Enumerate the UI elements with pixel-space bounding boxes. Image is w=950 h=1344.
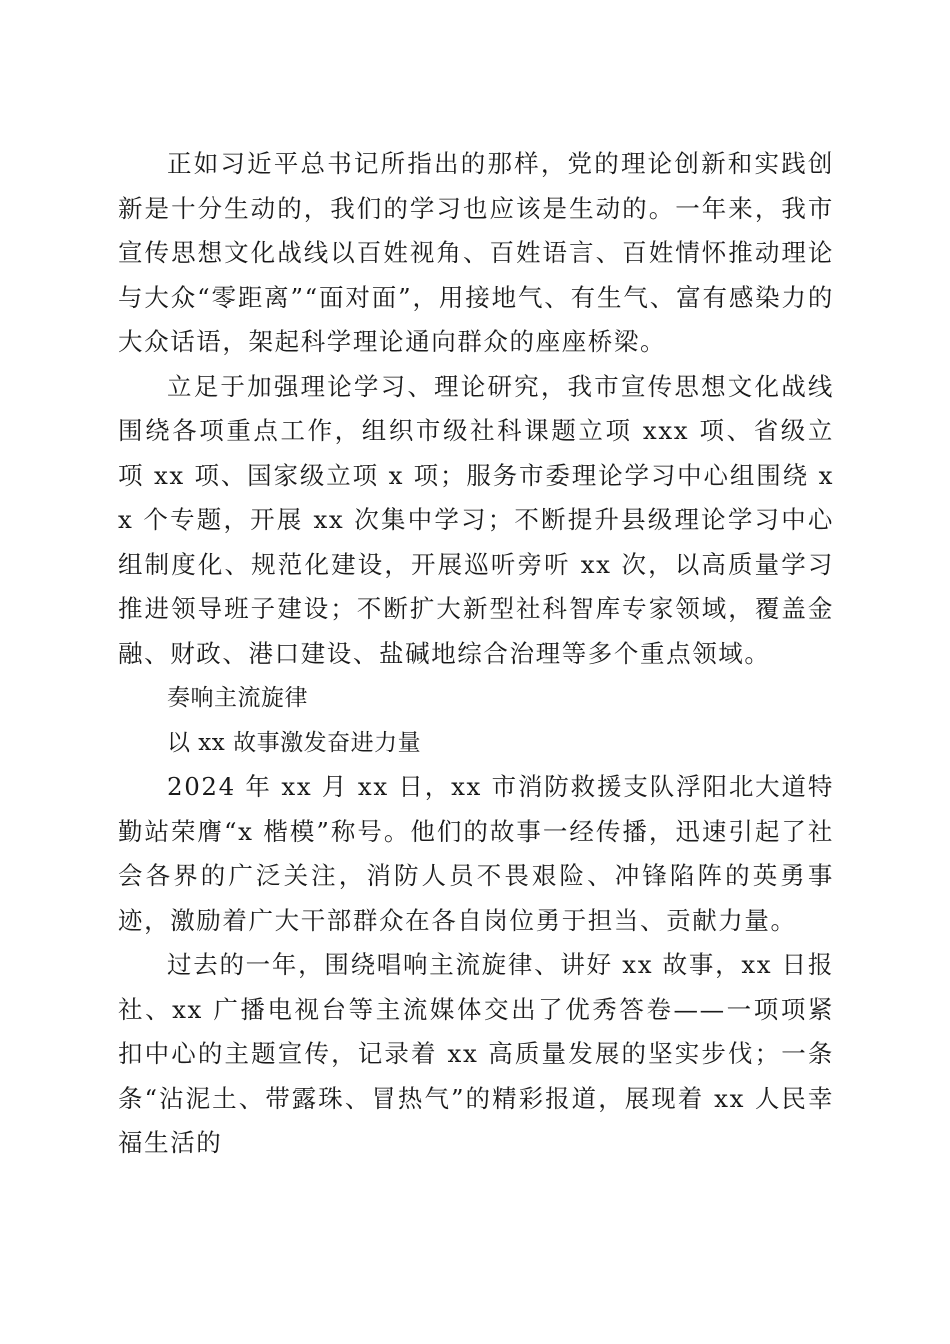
paragraph-theory-study: 立足于加强理论学习、理论研究，我市宣传思想文化战线围绕各项重点工作，组织市级社科课题立项 xxx 项、省级立项 xx 项、国家级立项 x 项；服务市委理论学习中心组围绕 xx 个专题，开展 xx 次集中学习；不断提升县级理论学习中心组制度化、规范化建设，开展巡听旁听 xx 次，以高质量学习推进领导班子建设；不断扩大新型社科智库专家领域，覆盖金融、财政、港口建设、盐碱地综合治理等多个重点领域。 <box>118 371 834 668</box>
document-page <box>118 142 834 1166</box>
section-subheading-stories: 以 xx 故事激发奋进力量 <box>167 729 422 756</box>
paragraph-theory-innovation: 正如习近平总书记所指出的那样，党的理论创新和实践创新是十分生动的，我们的学习也应该是生动的。一年来，我市宣传思想文化战线以百姓视角、百姓语言、百姓情怀推动理论与大众“零距离”“面对面”，用接地气、有生气、富有感染力的大众话语，架起科学理论通向群众的座座桥梁。 <box>118 149 834 356</box>
paragraph-fire-rescue: 2024 年 xx 月 xx 日，xx 市消防救援支队浮阳北大道特勤站荣膺“x 楷模”称号。他们的故事一经传播，迅速引起了社会各界的广泛关注，消防人员不畏艰险、冲锋陷阵的英勇事迹，激励着广大干部群众在各自岗位勇于担当、贡献力量。 <box>118 772 834 935</box>
paragraph-media-achievements: 过去的一年，围绕唱响主流旋律、讲好 xx 故事，xx 日报社、xx 广播电视台等主流媒体交出了优秀答卷——一项项紧扣中心的主题宣传，记录着 xx 高质量发展的坚实步伐；一条条“沾泥土、带露珠、冒热气”的精彩报道，展现着 xx 人民幸福生活的 <box>118 950 834 1157</box>
section-heading-main-melody: 奏响主流旋律 <box>167 685 308 711</box>
